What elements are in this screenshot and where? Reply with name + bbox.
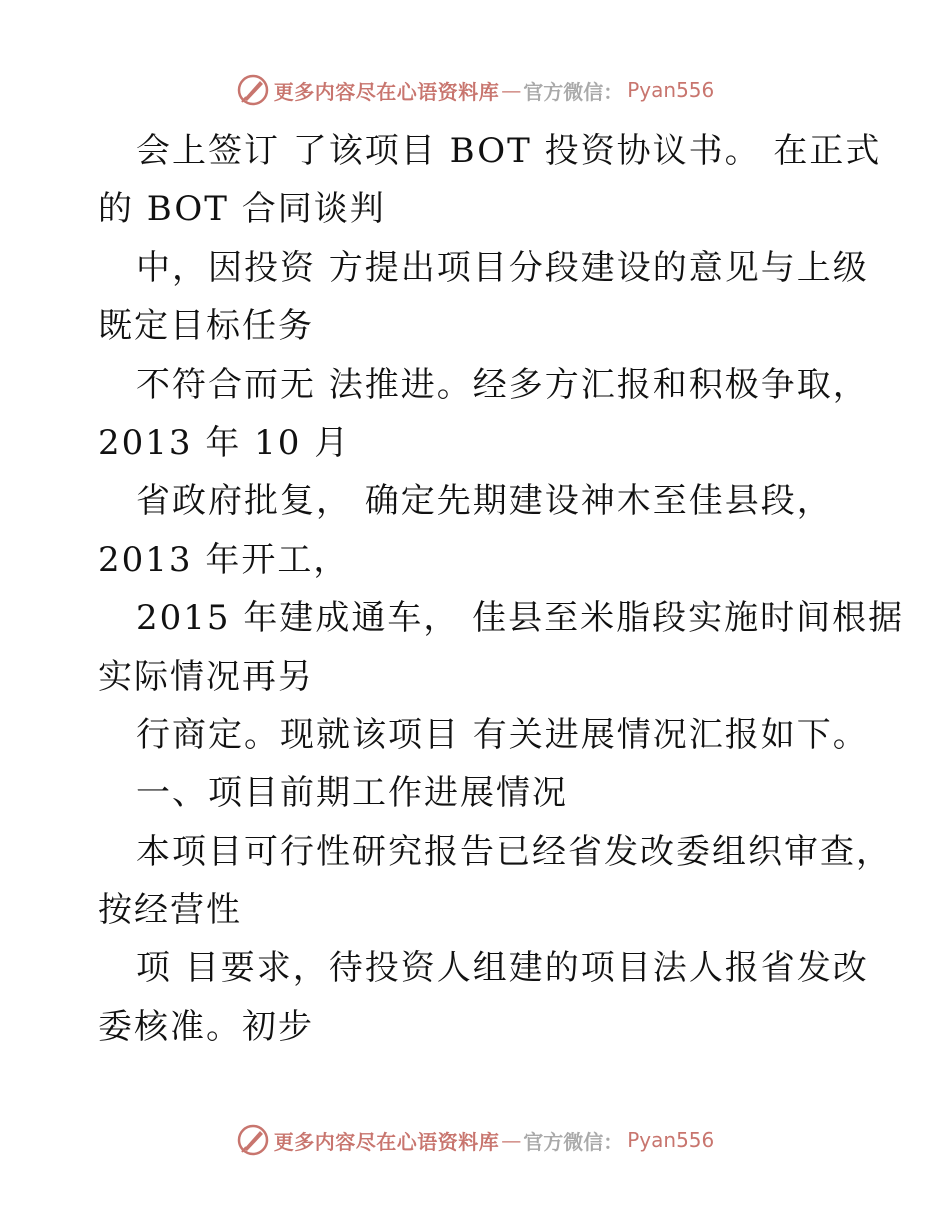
watermark-text: 更多内容尽在心语资料库	[273, 1129, 500, 1154]
watermark-label: 官方微信：	[523, 79, 624, 104]
text-line: 行商定。现就该项目 有关进展情况汇报如下。	[136, 714, 869, 755]
text-line: 项 目要求，待投资人组建的项目法人报省发改	[136, 948, 869, 989]
text-line: 2013 年开工，	[98, 539, 350, 580]
text-line: 不符合而无 法推进。经多方汇报和积极争取，	[136, 364, 869, 405]
section-heading: 一、项目前期工作进展情况	[136, 773, 568, 814]
text-line: 本项目可行性研究报告已经省发改委组织审查，	[136, 831, 892, 872]
text-line: 2013 年 10 月	[98, 422, 351, 463]
feather-pen-circle-icon	[236, 1123, 270, 1157]
text-line: 委核准。初步	[98, 1006, 314, 1047]
watermark-id: Pyan556	[627, 1128, 715, 1152]
text-line: 的 BOT 合同谈判	[98, 189, 386, 230]
watermark-label: 官方微信：	[523, 1129, 624, 1154]
watermark-id: Pyan556	[627, 78, 715, 102]
text-line: 中，因投资 方提出项目分段建设的意见与上级	[136, 247, 869, 288]
text-line: 2015 年建成通车， 佳县至米脂段实施时间根据	[136, 598, 905, 639]
watermark-separator: —	[501, 78, 522, 102]
text-line: 省政府批复， 确定先期建设神木至佳县段，	[136, 481, 833, 522]
text-line: 按经营性	[98, 890, 242, 931]
document-body	[98, 122, 905, 1056]
text-line: 既定目标任务	[98, 306, 314, 347]
text-line: 会上签订 了该项目 BOT 投资协议书。 在正式	[136, 131, 882, 171]
watermark-separator: —	[501, 1128, 522, 1152]
watermark-text: 更多内容尽在心语资料库	[273, 79, 500, 104]
feather-pen-circle-icon	[236, 73, 270, 107]
header-watermark	[0, 72, 950, 108]
footer-watermark	[0, 1122, 950, 1158]
text-line: 实际情况再另	[98, 656, 314, 697]
